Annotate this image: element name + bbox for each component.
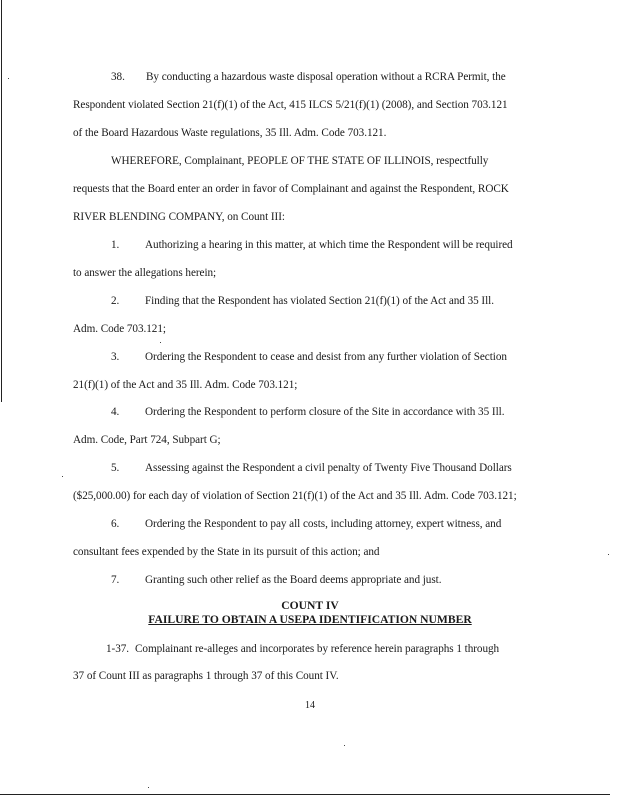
wherefore-line-1: WHEREFORE, Complainant, PEOPLE OF THE STATE OF ILLINOIS, respectfully [111,155,489,167]
relief-2-line-2: Adm. Code 703.121; [73,323,166,335]
paragraph-1-37-line-1: Complainant re-alleges and incorporates by reference herein paragraphs 1 through [135,643,500,655]
wherefore-line-3: RIVER BLENDING COMPANY, on Count III: [73,211,285,223]
scan-speck [160,342,161,343]
paragraph-38-line-1: By conducting a hazardous waste disposal operation without a RCRA Permit, the [146,71,506,83]
relief-5-number: 5. [111,462,120,474]
paragraph-1-37-line-2: 37 of Count III as paragraphs 1 through 37 of this Count IV. [73,670,339,682]
relief-3-line-1: Ordering the Respondent to cease and desist from any further violation of Section [145,351,507,363]
page-number: 14 [305,700,315,711]
scan-speck [62,476,63,477]
paragraph-1-37-number: 1-37. [106,643,130,655]
left-margin-rule [1,0,2,402]
relief-6-line-2: consultant fees expended by the State in its pursuit of this action; and [73,546,380,558]
wherefore-line-2: requests that the Board enter an order in favor of Complainant and against the Respondent, ROCK [73,183,509,195]
relief-3-number: 3. [111,351,120,363]
relief-1-line-1: Authorizing a hearing in this matter, at which time the Respondent will be required [145,239,513,251]
relief-2-number: 2. [111,295,120,307]
relief-6-number: 6. [111,518,120,530]
relief-7-line-1: Granting such other relief as the Board deems appropriate and just. [145,574,442,586]
count-iv-subheading-text: FAILURE TO OBTAIN A USEPA IDENTIFICATION NUMBER [148,613,472,626]
bottom-rule [0,794,610,795]
relief-4-line-1: Ordering the Respondent to perform closure of the Site in accordance with 35 Ill. [145,406,505,418]
scan-speck [344,745,345,746]
relief-5-line-2: ($25,000.00) for each day of violation of Section 21(f)(1) of the Act and 35 Ill. Adm. Code 703.121; [73,490,517,502]
relief-4-number: 4. [111,406,120,418]
scan-speck [608,554,609,555]
relief-3-line-2: 21(f)(1) of the Act and 35 Ill. Adm. Code 703.121; [73,379,298,391]
relief-5-line-1: Assessing against the Respondent a civil penalty of Twenty Five Thousand Dollars [145,462,512,474]
paragraph-38-number: 38. [111,71,125,83]
relief-4-line-2: Adm. Code, Part 724, Subpart G; [73,434,221,446]
paragraph-38-line-3: of the Board Hazardous Waste regulations, 35 Ill. Adm. Code 703.121. [73,127,387,139]
paragraph-38-line-2: Respondent violated Section 21(f)(1) of the Act, 415 ILCS 5/21(f)(1) (2008), and Section 703.121 [73,99,508,111]
relief-6-line-1: Ordering the Respondent to pay all costs, including attorney, expert witness, and [145,518,502,530]
scan-speck [148,787,149,788]
count-iv-subheading [0,613,620,626]
count-iv-heading: COUNT IV [281,599,339,612]
relief-2-line-1: Finding that the Respondent has violated Section 21(f)(1) of the Act and 35 Ill. [145,295,494,307]
scan-speck [8,78,9,79]
relief-1-line-2: to answer the allegations herein; [73,267,217,279]
relief-1-number: 1. [111,239,120,251]
relief-7-number: 7. [111,574,120,586]
